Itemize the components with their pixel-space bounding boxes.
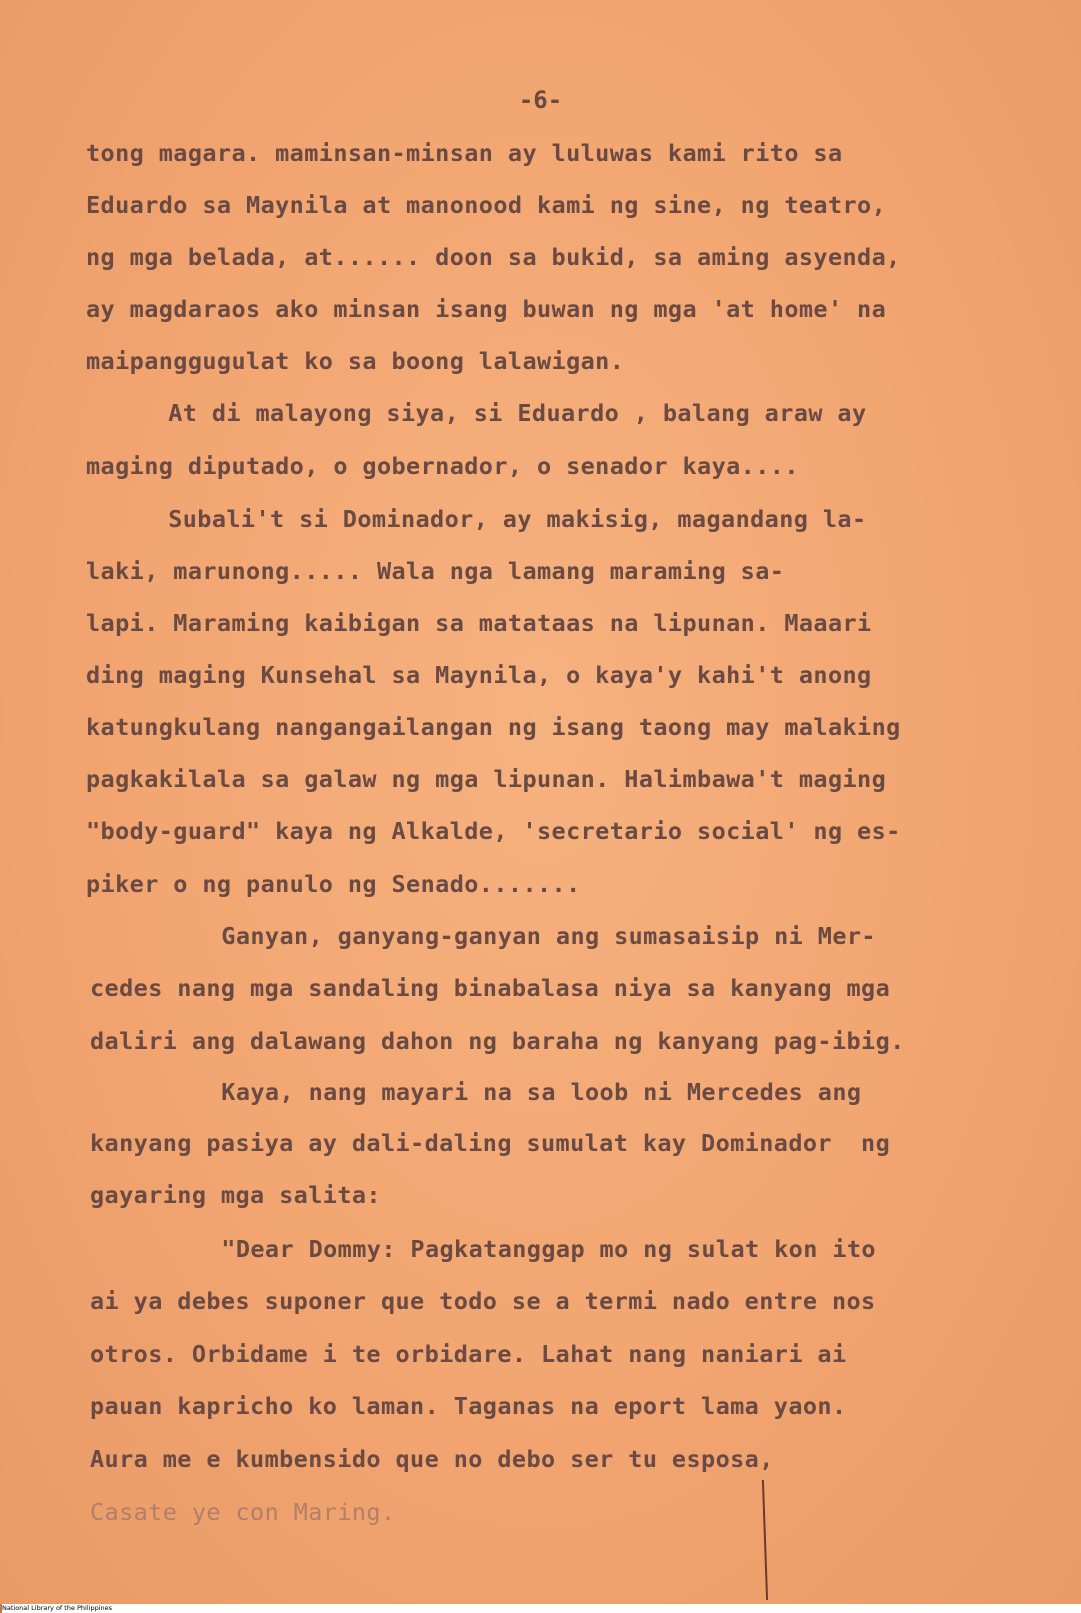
- text-line: "body-guard" kaya ng Alkalde, 'secretario social' ng es-: [86, 817, 901, 845]
- text-line: lapi. Maraming kaibigan sa matataas na lipunan. Maaari: [86, 609, 872, 637]
- text-line: "Dear Dommy: Pagkatanggap mo ng sulat kon ito: [134, 1235, 876, 1263]
- text-line: ai ya debes suponer que todo se a termi nado entre nos: [90, 1287, 876, 1315]
- text-line: maipanggugulat ko sa boong lalawigan.: [86, 347, 625, 375]
- text-line: gayaring mga salita:: [90, 1181, 381, 1209]
- text-line: piker o ng panulo ng Senado.......: [86, 870, 581, 898]
- text-line: laki, marunong..... Wala nga lamang maraming sa-: [86, 557, 785, 585]
- text-line: Ganyan, ganyang-ganyan ang sumasaisip ni Mer-: [134, 922, 876, 950]
- text-line: Kaya, nang mayari na sa loob ni Mercedes ang: [134, 1078, 862, 1106]
- text-line: pauan kapricho ko laman. Taganas na eport lama yaon.: [90, 1392, 847, 1420]
- text-line: cedes nang mga sandaling binabalasa niya sa kanyang mga: [90, 974, 891, 1002]
- page-number: -6-: [518, 86, 563, 114]
- text-line: daliri ang dalawang dahon ng baraha ng kanyang pag-ibig.: [90, 1027, 905, 1055]
- text-line: pagkakilala sa galaw ng mga lipunan. Halimbawa't maging: [86, 765, 887, 793]
- text-line: maging diputado, o gobernador, o senador kaya....: [86, 452, 799, 480]
- text-line: Casate ye con Maring.: [90, 1498, 396, 1526]
- text-line: At di malayong siya, si Eduardo , balang araw ay: [110, 399, 867, 427]
- text-line: Aura me e kumbensido que no debo ser tu esposa,: [90, 1445, 774, 1473]
- text-line: tong magara. maminsan-minsan ay luluwas kami rito sa: [86, 139, 843, 167]
- ink-mark: [762, 1480, 768, 1600]
- text-line: Subali't si Dominador, ay makisig, magandang la-: [110, 505, 867, 533]
- text-line: katungkulang nangangailangan ng isang taong may malaking: [86, 713, 901, 741]
- text-line: ay magdaraos ako minsan isang buwan ng mga 'at home' na: [86, 295, 887, 323]
- footer-credit: National Library of the Philippines: [2, 1604, 1081, 1613]
- text-line: ding maging Kunsehal sa Maynila, o kaya'y kahi't anong: [86, 661, 872, 689]
- text-line: Eduardo sa Maynila at manonood kami ng sine, ng teatro,: [86, 191, 887, 219]
- text-line: ng mga belada, at...... doon sa bukid, sa aming asyenda,: [86, 243, 901, 271]
- text-line: kanyang pasiya ay dali-daling sumulat kay Dominador ng: [90, 1129, 891, 1157]
- text-line: otros. Orbidame i te orbidare. Lahat nang naniari ai: [90, 1340, 847, 1368]
